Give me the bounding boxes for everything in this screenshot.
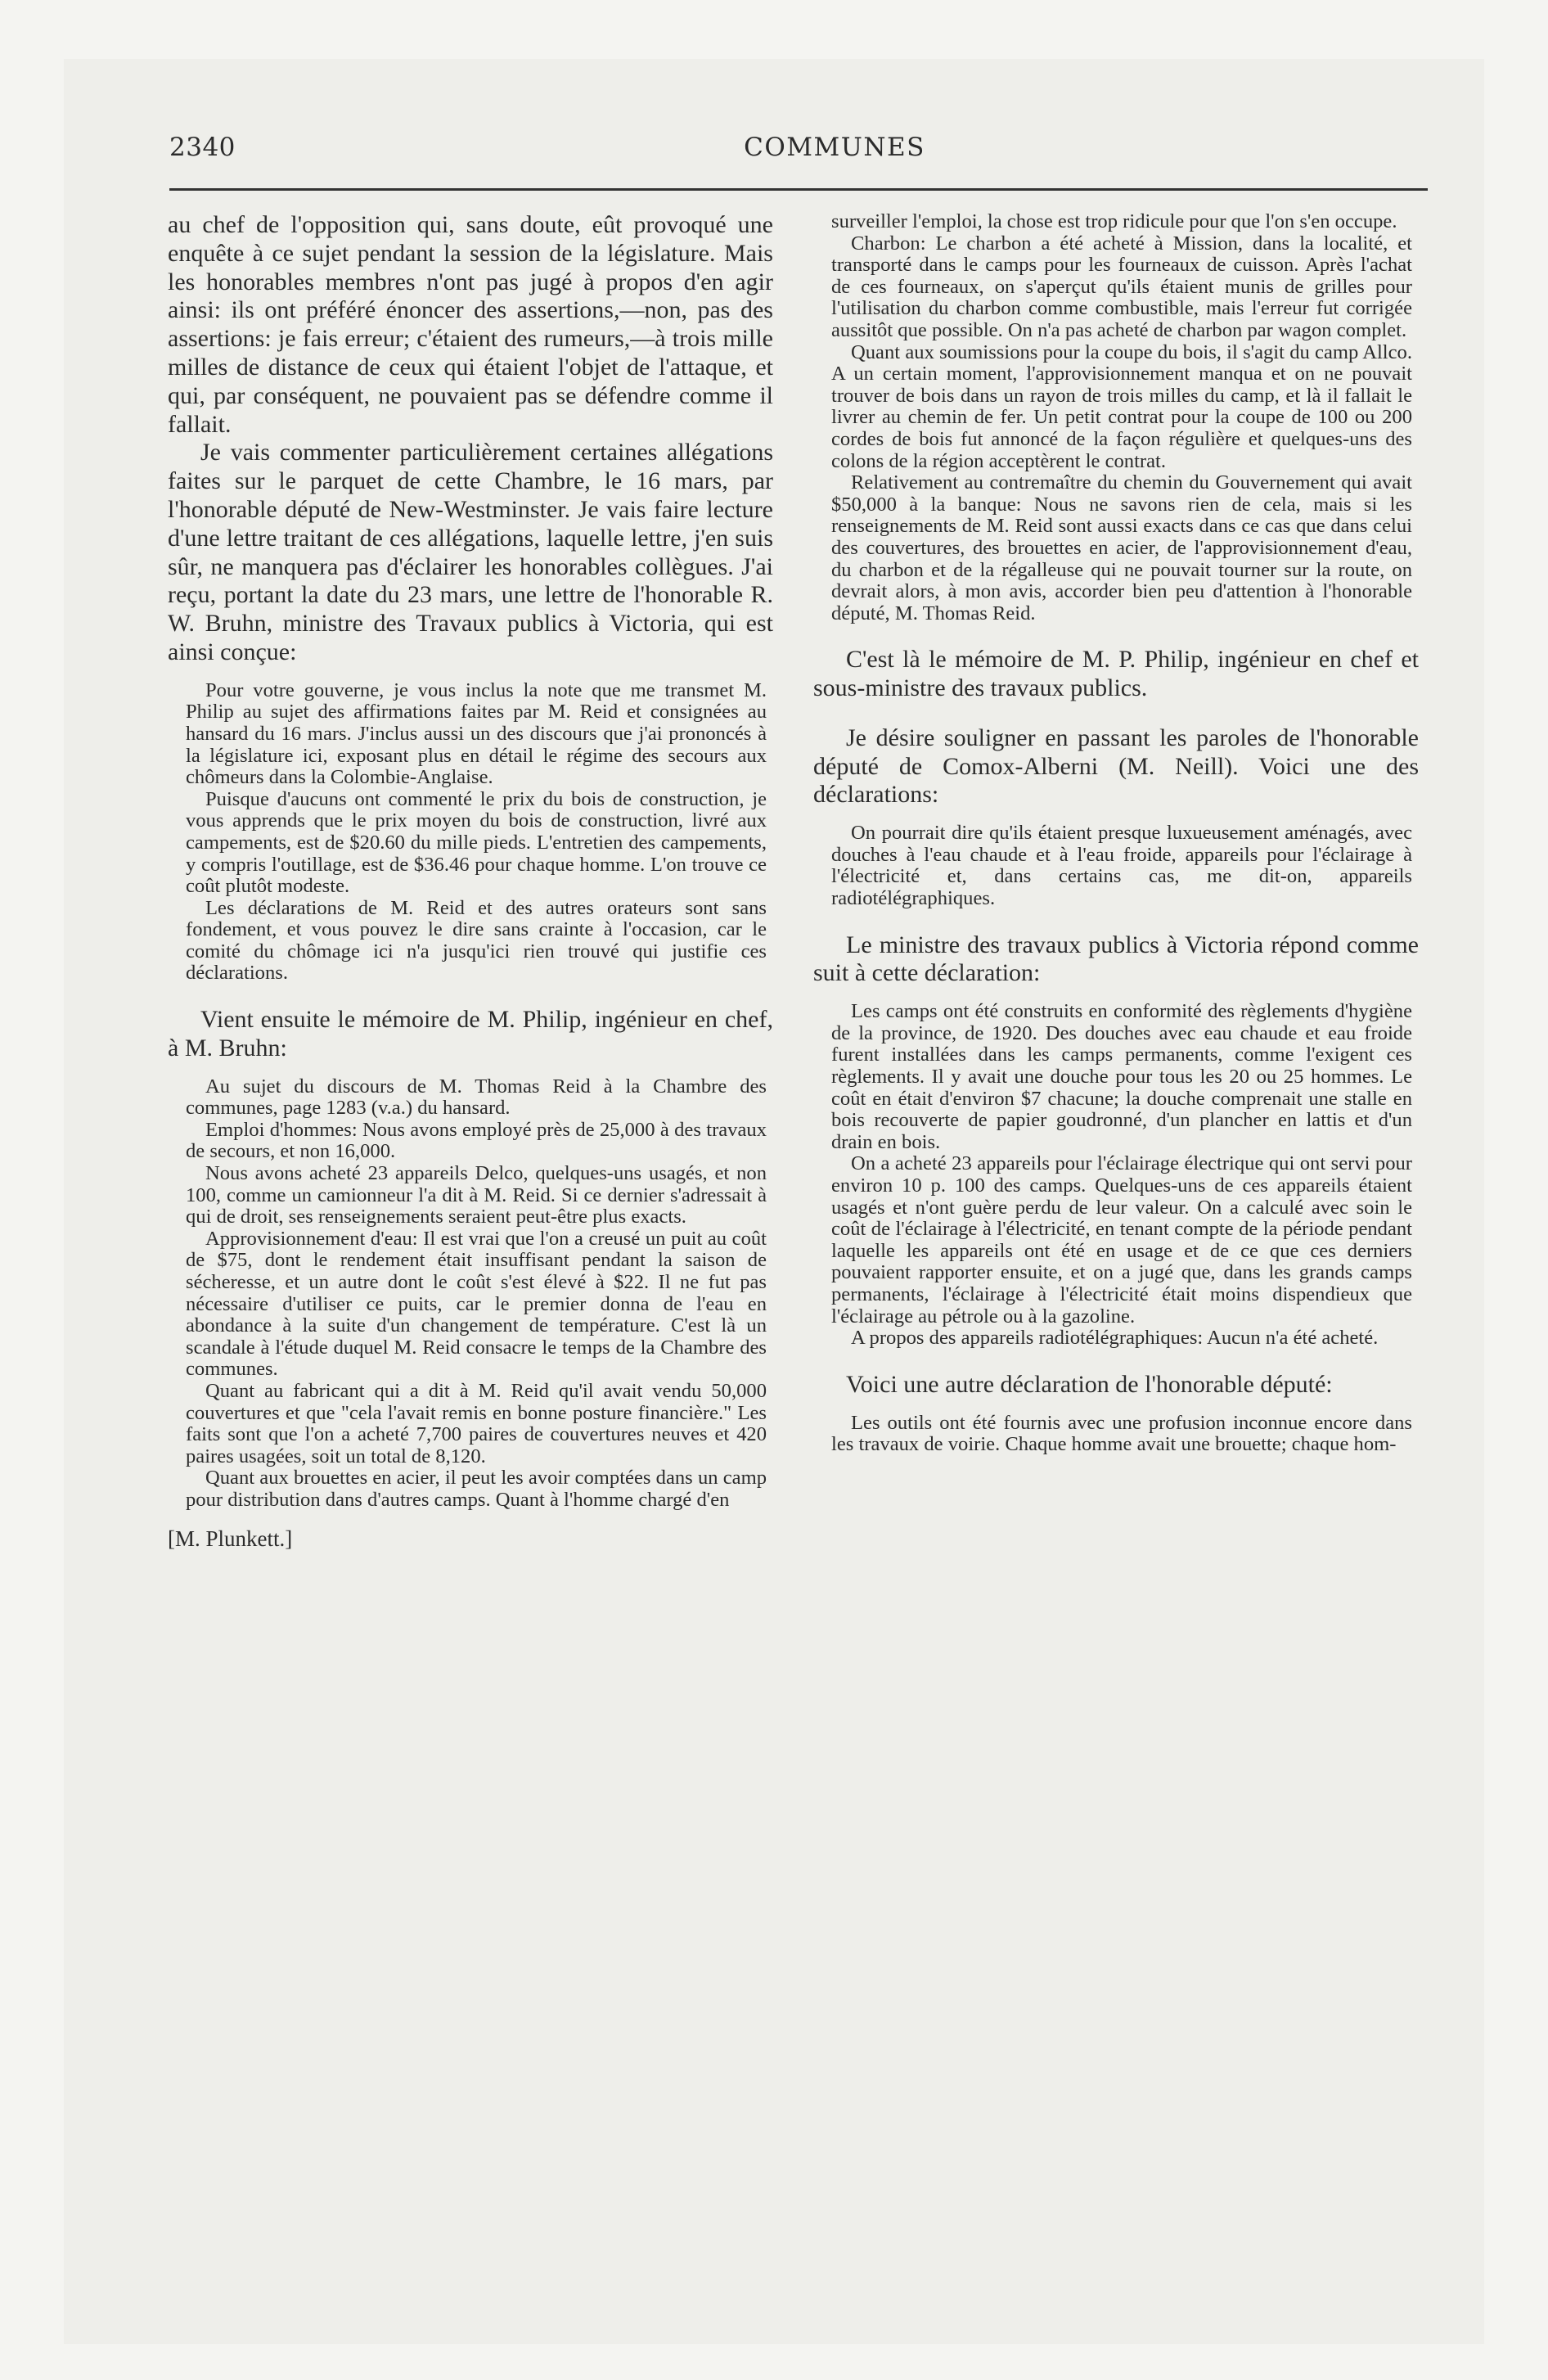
quote-paragraph: surveiller l'emploi, la chose est trop ridicule pour que l'on s'en occupe.	[831, 210, 1397, 232]
quote-paragraph: Les déclarations de M. Reid et des autres orateurs sont sans fondement, et vous pouvez le dire sans crainte à l'occasion, car le comité du chômage ici n'a jusqu'ici rien trouvé qui justifie ces déclarations.	[186, 896, 767, 985]
speech-block	[813, 931, 1419, 989]
paragraph: C'est là le mémoire de M. P. Philip, ingénieur en chef et sous-ministre des travaux publics.	[813, 646, 1419, 702]
page-number: 2340	[169, 133, 236, 162]
quote-paragraph: Charbon: Le charbon a été acheté à Mission, dans la localité, et transporté dans le camps pour les fourneaux de cuisson. Après l'achat de ces fourneaux, on s'aperçut qu'ils étaient munis de grilles pour l'utilisation du charbon comme combustible, mais l'erreur fut corrigée aussitôt que possible. On n'a pas acheté de charbon par wagon complet.	[831, 232, 1412, 341]
speech-block	[813, 724, 1419, 809]
quote-paragraph: Puisque d'aucuns ont commenté le prix du bois de construction, je vous apprends que le prix moyen du bois de construction, livré aux campements, est de $20.60 du mille pieds. L'entretien des campements, y compris l'outillage, est de $36.46 pour chaque homme. L'on trouve ce coût plutôt modeste.	[186, 787, 767, 898]
paragraph: Je désire souligner en passant les paroles de l'honorable député de Comox-Alberni (M. Neill). Voici une des déclarations:	[813, 723, 1419, 809]
quote-paragraph: Au sujet du discours de M. Thomas Reid à la Chambre des communes, page 1283 (v.a.) du hansard.	[186, 1075, 767, 1120]
paragraph: Je vais commenter particulièrement certaines allégations faites sur le parquet de cette Chambre, le 16 mars, par l'honorable député de New-Westminster. Je vais faire lecture d'une lettre traitant de ces allégations, laquelle lettre, j'en suis sûr, ne manquera pas d'éclairer les honorables collègues. J'ai reçu, portant la date du 23 mars, une lettre de l'honorable R. W. Bruhn, ministre des Travaux publics à Victoria, qui est ainsi conçue:	[168, 439, 773, 665]
header-rule	[169, 188, 1428, 191]
quote-paragraph: Quant aux soumissions pour la coupe du bois, il s'agit du camp Allco. A un certain moment, l'approvisionnement manqua et on ne pouvait trouver de bois dans un rayon de trois milles du camp, et là il fallait le livrer au chemin de fer. Un petit contrat pour la coupe de 100 ou 200 cordes de bois fut annoncé de la façon régulière et quelques-uns des colons de la région acceptèrent le contrat.	[831, 340, 1412, 472]
speech-block	[168, 1006, 773, 1063]
quote-paragraph: Quant au fabricant qui a dit à M. Reid qu'il avait vendu 50,000 couvertures et que "cela l'avait remis en bonne posture financière." Les faits sont que l'on a acheté 7,700 paires de couvertures neuves et 420 paires usagées, soit un total de 8,120.	[186, 1379, 767, 1467]
quoted-letter	[186, 680, 767, 985]
running-title: COMMUNES	[744, 133, 925, 162]
quoted-reply	[831, 1001, 1412, 1350]
quote-paragraph: Les camps ont été construits en conformité des règlements d'hygiène de la province, de 1920. Des douches avec eau chaude et eau froide furent installées dans les camps permanents, comme l'exigent ces règlements. Il y avait une douche pour tous les 20 ou 25 hommes. Le coût en était d'environ $7 chacune; la douche comprenait une stalle en bois recouverte de papier goudronné, d'un plancher en lattis et d'un drain en bois.	[831, 1000, 1412, 1153]
paragraph: au chef de l'opposition qui, sans doute, eût provoqué une enquête à ce sujet pendant la session de la législature. Mais les honorables membres n'ont pas jugé à propos d'en agir ainsi: ils ont préféré énoncer des assertions,—non, pas des assertions: je fais erreur; c'étaient des rumeurs,—à trois mille milles de distance de ceux qui étaient l'objet de l'attaque, et qui, par conséquent, ne pouvaient pas se défendre comme il fallait.	[168, 211, 773, 438]
speaker-attribution: [M. Plunkett.]	[168, 1526, 293, 1551]
paragraph: Vient ensuite le mémoire de M. Philip, ingénieur en chef, à M. Bruhn:	[168, 1006, 773, 1062]
quoted-declaration	[831, 823, 1412, 909]
quoted-memo-continued	[831, 211, 1412, 624]
quote-paragraph: On a acheté 23 appareils pour l'éclairage électrique qui ont servi pour environ 10 p. 100 des camps. Quelques-uns de ces appareils étaient usagés et n'ont guère perdu de leur valeur. On a calculé avec soin le coût de l'éclairage à l'électricité, en tenant compte de la période pendant laquelle les appareils ont été en usage et de ce que ces derniers pouvaient rapporter ensuite, et on a jugé que, dans les grands camps permanents, l'éclairage à l'électricité était moins dispendieux que l'éclairage au pétrole ou à la gazoline.	[831, 1152, 1412, 1327]
quote-paragraph: Les outils ont été fournis avec une profusion inconnue encore dans les travaux de voirie. Chaque homme avait une brouette; chaque hom-	[831, 1411, 1412, 1456]
speech-block	[813, 1371, 1419, 1400]
left-column	[168, 211, 773, 1552]
quoted-memo	[186, 1076, 767, 1512]
quote-paragraph: Approvisionnement d'eau: Il est vrai que l'on a creusé un puit au coût de $75, dont le rendement était insuffisant pendant la saison de sécheresse, et un autre dont le coût s'est élevé à $22. Il ne fut pas nécessaire d'utiliser ce puits, car le premier donna de l'eau en abondance à la suite d'un changement de température. C'est là un scandale à l'étude duquel M. Reid consacre le temps de la Chambre des communes.	[186, 1227, 767, 1381]
quote-paragraph: Relativement au contremaître du chemin du Gouvernement qui avait $50,000 à la banque: Nous ne savons rien de cela, mais si les renseignements de M. Reid sont aussi exacts dans ce cas que dans celui des couvertures, des brouettes en acier, de l'approvisionnement d'eau, du charbon et de la régalleuse qui ne pouvait tourner sur la route, on devrait alors, à mon avis, accorder bien peu d'attention à l'honorable député, M. Thomas Reid.	[831, 471, 1412, 624]
quote-paragraph: Pour votre gouverne, je vous inclus la note que me transmet M. Philip au sujet des affirmations faites par M. Reid et consignées au hansard du 16 mars. J'inclus aussi un des discours que j'ai prononcés à la législature ici, exposant plus en détail le régime des secours aux chômeurs dans la Colombie-Anglaise.	[186, 678, 767, 789]
right-column	[813, 211, 1419, 1456]
quote-paragraph: Emploi d'hommes: Nous avons employé près de 25,000 à des travaux de secours, et non 16,000.	[186, 1118, 767, 1163]
quote-paragraph: On pourrait dire qu'ils étaient presque luxueusement aménagés, avec douches à l'eau chaude et à l'eau froide, appareils pour l'éclairage à l'électricité et, dans certains cas, me dit-on, appareils radiotélégraphiques.	[831, 822, 1412, 910]
quote-paragraph: Quant aux brouettes en acier, il peut les avoir comptées dans un camp pour distribution dans d'autres camps. Quant à l'homme chargé d'en	[186, 1467, 767, 1511]
paragraph: Voici une autre déclaration de l'honorable député:	[846, 1370, 1333, 1398]
paragraph: Le ministre des travaux publics à Victoria répond comme suit à cette déclaration:	[813, 931, 1419, 987]
quote-paragraph: A propos des appareils radiotélégraphiques: Aucun n'a été acheté.	[851, 1327, 1379, 1350]
speech-block	[168, 211, 773, 667]
quoted-declaration	[831, 1413, 1412, 1456]
speech-block	[813, 646, 1419, 703]
quote-paragraph: Nous avons acheté 23 appareils Delco, quelques-uns usagés, et non 100, comme un camionneur l'a dit à M. Reid. Si ce dernier s'adressait à qui de droit, ses renseignements seraient peut-être plus exacts.	[186, 1162, 767, 1228]
